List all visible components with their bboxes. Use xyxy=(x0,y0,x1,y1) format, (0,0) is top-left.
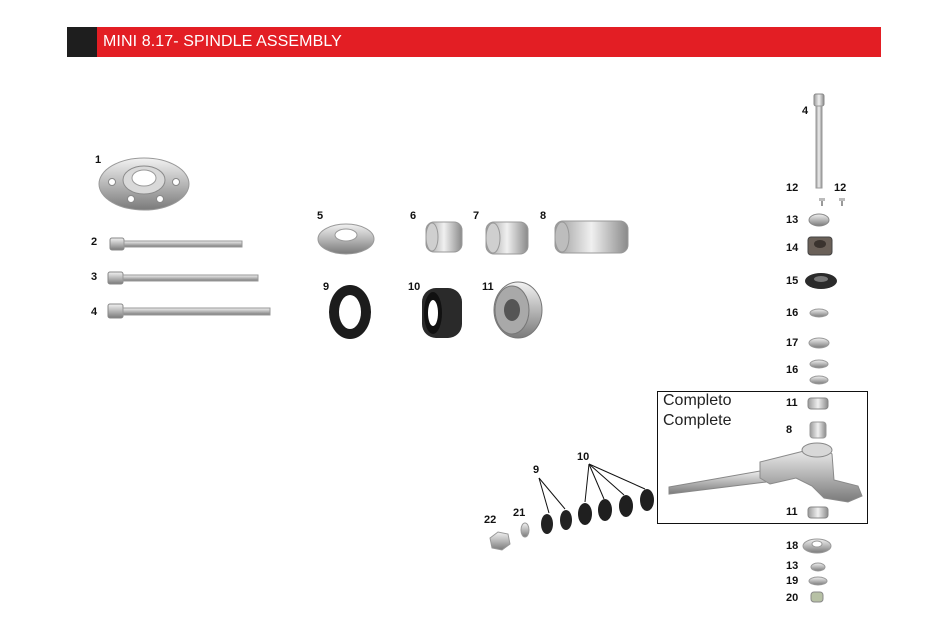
callout-16-lower: 16 xyxy=(786,364,799,376)
small-washer-part xyxy=(809,577,827,585)
callout-10-row: 10 xyxy=(577,451,590,463)
complete-label-en: Complete xyxy=(663,412,732,429)
page-title: MINI 8.17- SPINDLE ASSEMBLY xyxy=(103,33,342,50)
callout-13-lower: 13 xyxy=(786,560,799,572)
callout-5: 5 xyxy=(317,210,324,222)
callout-14: 14 xyxy=(786,242,799,254)
callout-17: 17 xyxy=(786,337,799,349)
hub-flange-part xyxy=(99,158,189,210)
callout-11: 11 xyxy=(482,281,494,293)
medium-spacer-part xyxy=(486,222,528,254)
cap-nut-part xyxy=(811,592,823,602)
callout-7: 7 xyxy=(473,210,480,222)
callout-22: 22 xyxy=(484,514,497,526)
cam-block-part xyxy=(808,237,832,255)
callout-9: 9 xyxy=(323,281,330,293)
thin-washer-part-b xyxy=(810,360,828,384)
screw-part-right xyxy=(839,198,845,206)
spacer-washer-part xyxy=(318,224,374,254)
bolt-long-part xyxy=(108,304,270,318)
callout-8-box: 8 xyxy=(786,424,793,436)
callout-8: 8 xyxy=(540,210,547,222)
callout-11-lower: 11 xyxy=(786,506,798,518)
bolt-medium-part xyxy=(108,272,258,284)
long-spacer-part xyxy=(555,221,628,253)
small-nut-part xyxy=(811,563,825,571)
callout-15: 15 xyxy=(786,275,799,287)
complete-label-es: Completo xyxy=(663,392,732,409)
callout-13: 13 xyxy=(786,214,799,226)
callout-6: 6 xyxy=(410,210,417,222)
callout-10: 10 xyxy=(408,281,421,293)
callout-3: 3 xyxy=(91,271,98,283)
hex-nut-part xyxy=(490,532,510,550)
seal-row-parts-9 xyxy=(541,510,572,534)
complete-label xyxy=(663,391,731,431)
screw-part-left xyxy=(819,198,825,206)
callout-11-upper: 11 xyxy=(786,397,798,409)
callout-21: 21 xyxy=(513,507,526,519)
seal-row-parts-10 xyxy=(578,489,654,525)
callout-2: 2 xyxy=(91,236,98,248)
seal-ring-part xyxy=(329,285,371,339)
thick-seal-part xyxy=(422,288,462,338)
dark-washer-part xyxy=(805,273,837,289)
callout-20: 20 xyxy=(786,592,799,604)
callout-18: 18 xyxy=(786,540,799,552)
nut-part xyxy=(809,214,829,226)
callout-19: 19 xyxy=(786,575,799,587)
callout-1: 1 xyxy=(95,154,102,166)
callout-16-upper: 16 xyxy=(786,307,799,319)
washer-part xyxy=(809,338,829,348)
thin-washer-part-a xyxy=(810,309,828,317)
flange-washer-part xyxy=(803,539,831,553)
callout-4-vertical: 4 xyxy=(802,105,809,117)
callout-9-row: 9 xyxy=(533,464,540,476)
long-bolt-vertical-part xyxy=(814,94,824,188)
callout-12-left: 12 xyxy=(786,182,799,194)
callout-4-bolt: 4 xyxy=(91,306,98,318)
short-spacer-part xyxy=(426,222,462,252)
callout-12-right: 12 xyxy=(834,182,847,194)
small-washer-part-b xyxy=(521,523,529,537)
bolt-short-part xyxy=(110,238,242,250)
ball-bearing-part xyxy=(494,282,542,338)
